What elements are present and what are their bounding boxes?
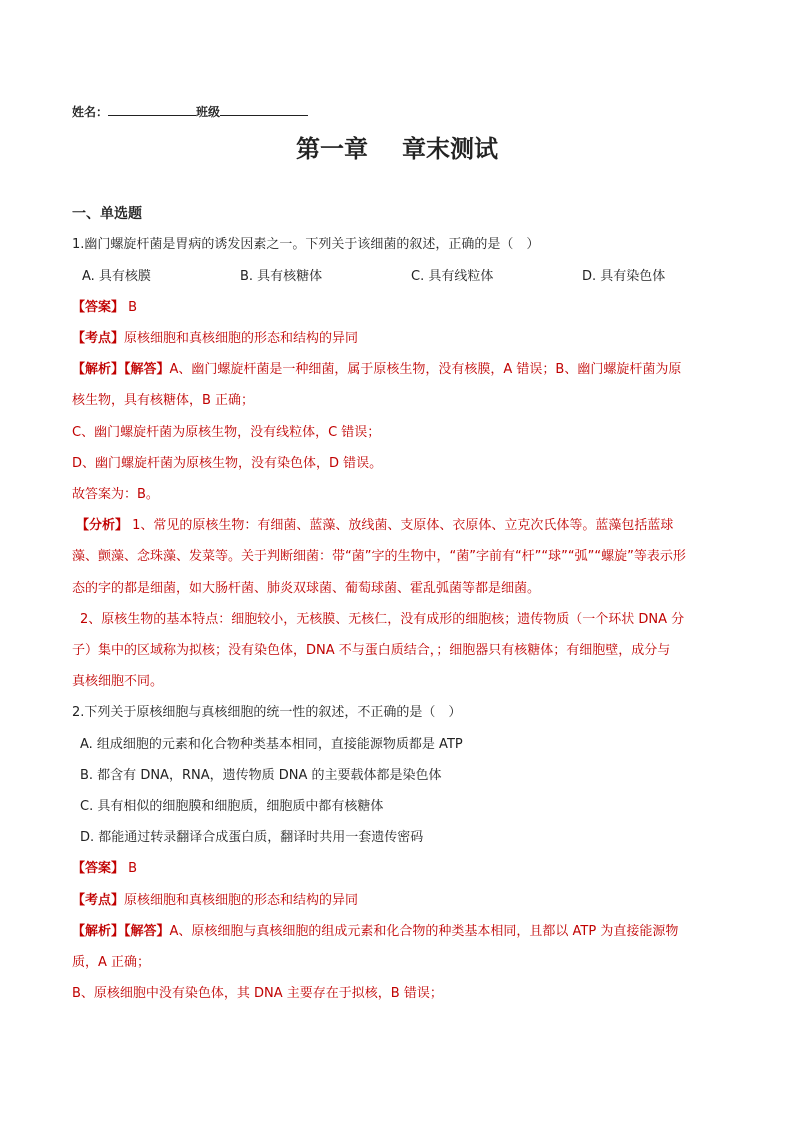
q2-analysis-line: B、原核细胞中没有染色体，其 DNA 主要存在于拟核，B 错误； bbox=[72, 986, 443, 1001]
point-text: 原核细胞和真核细胞的形态和结构的异同 bbox=[124, 331, 359, 346]
analysis-tag: 【解析】【解答】 bbox=[72, 362, 170, 377]
title-subtitle: 章末测试 bbox=[402, 134, 498, 163]
q2-answer bbox=[72, 861, 137, 877]
q2-option-c: C. 具有相似的细胞膜和细胞质，细胞质中都有核糖体 bbox=[80, 799, 384, 814]
q1-option-a: A. 具有核膜 bbox=[82, 269, 151, 284]
answer-tag: 【答案】 bbox=[72, 300, 125, 315]
student-info-line bbox=[72, 104, 308, 120]
q1-fenxi-line: 态的字的都是细菌，如大肠杆菌、肺炎双球菌、葡萄球菌、霍乱弧菌等都是细菌。 bbox=[72, 581, 541, 596]
q2-point bbox=[72, 893, 358, 909]
q1-fenxi-line bbox=[76, 518, 673, 534]
analysis-tag: 【解析】【解答】 bbox=[72, 924, 170, 939]
q1-conclusion: 故答案为：B。 bbox=[72, 487, 159, 502]
point-text: 原核细胞和真核细胞的形态和结构的异同 bbox=[124, 893, 359, 908]
q1-analysis-line: 核生物，具有核糖体，B 正确； bbox=[72, 393, 255, 408]
answer-value: B bbox=[128, 861, 138, 876]
q1-option-d: D. 具有染色体 bbox=[582, 269, 666, 284]
q1-analysis-line: C、幽门螺旋杆菌为原核生物，没有线粒体，C 错误； bbox=[72, 425, 381, 440]
analysis-text: A、原核细胞与真核细胞的组成元素和化合物的种类基本相同，且都以 ATP 为直接能源物 bbox=[169, 924, 679, 939]
q2-analysis-line bbox=[72, 924, 678, 940]
section-heading: 一、单选题 bbox=[72, 206, 142, 222]
q1-fenxi-line: 真核细胞不同。 bbox=[72, 674, 164, 689]
q1-fenxi-line: 藻、颤藻、念珠藻、发菜等。关于判断细菌：带“菌”字的生物中，“菌”字前有“杆”“球”“弧”“螺旋”等表示形 bbox=[72, 549, 686, 564]
q1-fenxi-line: 2、原核生物的基本特点：细胞较小，无核膜、无核仁，没有成形的细胞核；遗传物质（一个环状 DNA 分 bbox=[80, 612, 685, 627]
answer-value: B bbox=[128, 300, 138, 315]
fenxi-text: 1、常见的原核生物：有细菌、蓝藻、放线菌、支原体、衣原体、立克次氏体等。蓝藻包括蓝球 bbox=[132, 518, 674, 533]
q2-option-a: A. 组成细胞的元素和化合物种类基本相同，直接能源物质都是 ATP bbox=[80, 737, 463, 752]
q2-stem: 2.下列关于原核细胞与真核细胞的统一性的叙述，不正确的是（ ） bbox=[72, 705, 462, 720]
q2-option-d: D. 都能通过转录翻译合成蛋白质，翻译时共用一套遗传密码 bbox=[80, 830, 424, 845]
class-label: 班级 bbox=[196, 105, 221, 119]
class-blank bbox=[220, 104, 308, 116]
q1-analysis-line: D、幽门螺旋杆菌为原核生物，没有染色体，D 错误。 bbox=[72, 456, 383, 471]
q1-option-c: C. 具有线粒体 bbox=[411, 269, 494, 284]
q1-answer bbox=[72, 300, 137, 316]
chapter-label: 第一章 bbox=[296, 134, 368, 163]
name-label: 姓名： bbox=[72, 105, 109, 119]
analysis-text: A、幽门螺旋杆菌是一种细菌，属于原核生物，没有核膜，A 错误；B、幽门螺旋杆菌为原 bbox=[169, 362, 682, 377]
fenxi-tag: 【分析】 bbox=[76, 518, 129, 533]
q1-fenxi-line: 子）集中的区域称为拟核；没有染色体，DNA 不与蛋白质结合，；细胞器只有核糖体；有细胞壁，成分与 bbox=[72, 643, 671, 658]
page-title bbox=[0, 134, 794, 164]
q2-option-b: B. 都含有 DNA，RNA，遗传物质 DNA 的主要载体都是染色体 bbox=[80, 768, 442, 783]
q1-stem: 1.幽门螺旋杆菌是胃病的诱发因素之一。下列关于该细菌的叙述，正确的是（ ） bbox=[72, 237, 540, 252]
answer-tag: 【答案】 bbox=[72, 861, 125, 876]
name-blank bbox=[108, 104, 196, 116]
q1-option-b: B. 具有核糖体 bbox=[240, 269, 323, 284]
q1-point bbox=[72, 331, 358, 347]
q1-analysis-line bbox=[72, 362, 681, 378]
point-tag: 【考点】 bbox=[72, 893, 125, 908]
q2-analysis-line: 质，A 正确； bbox=[72, 955, 151, 970]
point-tag: 【考点】 bbox=[72, 331, 125, 346]
